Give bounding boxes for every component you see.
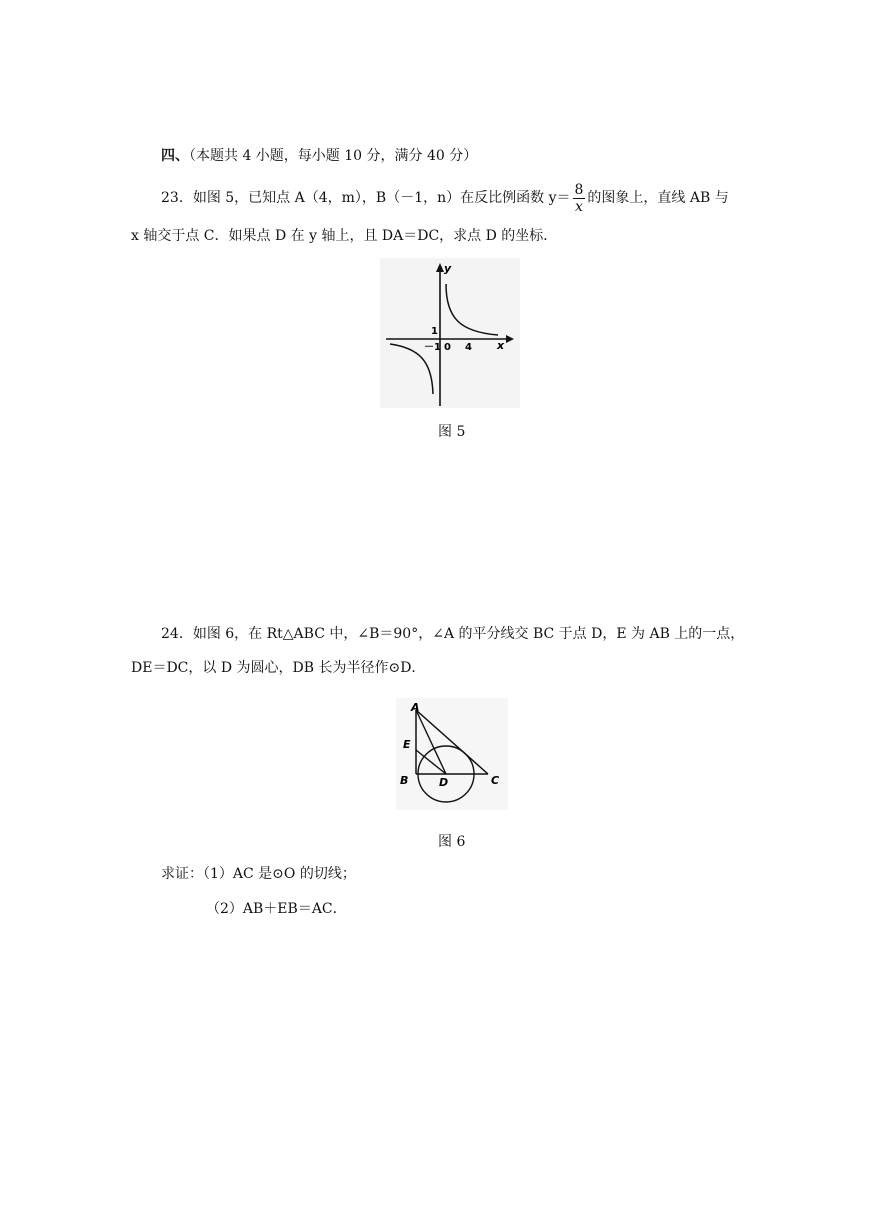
figure-6-label-b: B — [400, 774, 409, 787]
figure-6-geometry — [396, 698, 508, 810]
figure-5-label-4: 4 — [465, 342, 472, 353]
figure-5-label-x: x — [497, 339, 505, 352]
section-heading — [161, 146, 477, 166]
figure-5-label-0: 0 — [444, 342, 451, 353]
q24-prove-part-2: （2）AB＋EB＝AC． — [206, 901, 347, 917]
figure-5-graph — [380, 258, 520, 408]
figure-5-label-1: 1 — [431, 326, 438, 337]
q23-fraction — [573, 182, 586, 215]
q23-fraction-numerator: 8 — [574, 181, 584, 198]
q23-fraction-denominator: x — [575, 198, 583, 215]
q24-line-2: DE＝DC，以 D 为圆心，DB 长为半径作⊙D． — [131, 660, 426, 676]
figure-6-label-d: D — [439, 776, 449, 789]
q23-text-before-fraction: 23．如图 5，已知点 A（4，m），B（－1，n）在反比例函数 y＝ — [161, 190, 571, 206]
q23-text-after-fraction: 的图象上，直线 AB 与 — [587, 190, 729, 206]
q24-prove-part-1: 求证：（1）AC 是⊙O 的切线； — [161, 866, 356, 882]
figure-5-label-y: y — [444, 262, 452, 275]
figure-5-caption: 图 5 — [438, 424, 466, 440]
q24-line-1: 24．如图 6，在 Rt△ABC 中，∠B＝90°，∠A 的平分线交 BC 于点 D，E 为 AB 上的一点， — [161, 626, 745, 642]
figure-6-background — [396, 698, 508, 810]
figure-5-label-minus1: －1 — [424, 342, 441, 353]
figure-6-label-e: E — [403, 738, 411, 751]
section-number: 四、 — [161, 148, 189, 164]
figure-5-background — [380, 258, 520, 408]
section-subheading: （本题共 4 小题，每小题 10 分，满分 40 分） — [189, 148, 478, 164]
figure-6-caption: 图 6 — [438, 834, 466, 850]
figure-6-label-c: C — [491, 774, 500, 787]
q23-line-1 — [161, 180, 729, 216]
figure-6-label-a: A — [411, 701, 420, 714]
q23-line-2: x 轴交于点 C．如果点 D 在 y 轴上，且 DA＝DC，求点 D 的坐标． — [131, 228, 558, 244]
